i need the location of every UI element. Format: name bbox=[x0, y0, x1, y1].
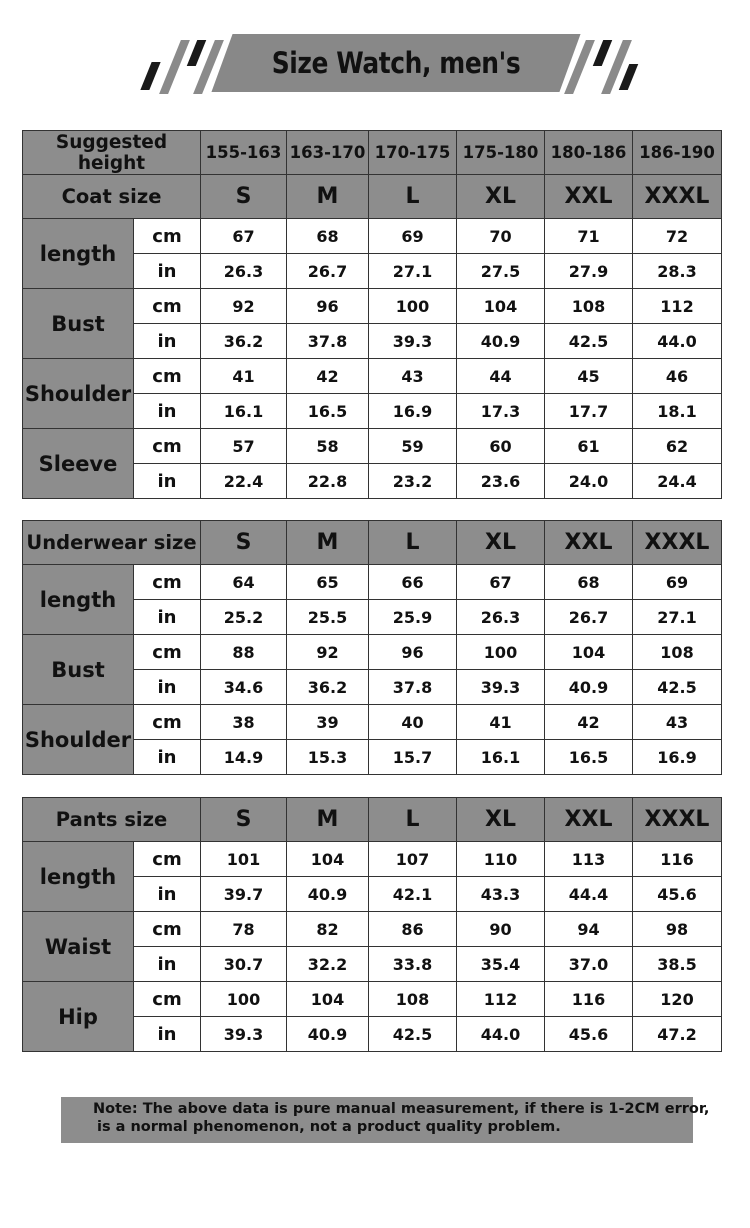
unit-in: in bbox=[134, 324, 201, 359]
value-cell: 14.9 bbox=[201, 740, 287, 775]
unit-cm: cm bbox=[134, 429, 201, 464]
value-cell: 16.9 bbox=[369, 394, 457, 429]
value-cell: 116 bbox=[545, 982, 633, 1017]
value-cell: 58 bbox=[287, 429, 369, 464]
value-cell: 24.0 bbox=[545, 464, 633, 499]
value-cell: 94 bbox=[545, 912, 633, 947]
value-cell: 15.7 bbox=[369, 740, 457, 775]
value-cell: 27.1 bbox=[369, 254, 457, 289]
value-cell: 101 bbox=[201, 842, 287, 877]
unit-cm: cm bbox=[134, 982, 201, 1017]
unit-cm: cm bbox=[134, 842, 201, 877]
value-cell: 39 bbox=[287, 705, 369, 740]
size-label: S bbox=[201, 521, 287, 565]
measure-label: Bust bbox=[23, 635, 134, 705]
value-cell: 25.2 bbox=[201, 600, 287, 635]
size-label: M bbox=[287, 175, 369, 219]
suggested-height-label: Suggested height bbox=[23, 131, 201, 175]
unit-in: in bbox=[134, 464, 201, 499]
value-cell: 39.3 bbox=[369, 324, 457, 359]
size-label: M bbox=[287, 798, 369, 842]
coat-size-header-row bbox=[23, 175, 722, 219]
value-cell: 24.4 bbox=[633, 464, 722, 499]
height-range: 155-163 bbox=[201, 131, 287, 175]
value-cell: 45 bbox=[545, 359, 633, 394]
measure-label: Shoulder bbox=[23, 359, 134, 429]
size-label: L bbox=[369, 521, 457, 565]
value-cell: 27.5 bbox=[457, 254, 545, 289]
value-cell: 37.0 bbox=[545, 947, 633, 982]
value-cell: 36.2 bbox=[201, 324, 287, 359]
value-cell: 92 bbox=[201, 289, 287, 324]
value-cell: 90 bbox=[457, 912, 545, 947]
value-cell: 15.3 bbox=[287, 740, 369, 775]
value-cell: 37.8 bbox=[287, 324, 369, 359]
value-cell: 26.7 bbox=[545, 600, 633, 635]
value-cell: 42.5 bbox=[633, 670, 722, 705]
note-line-1: Note: The above data is pure manual measurement, if there is 1-2CM error, bbox=[93, 1101, 710, 1117]
size-label: S bbox=[201, 798, 287, 842]
value-cell: 43.3 bbox=[457, 877, 545, 912]
value-cell: 22.4 bbox=[201, 464, 287, 499]
value-cell: 107 bbox=[369, 842, 457, 877]
value-cell: 27.9 bbox=[545, 254, 633, 289]
unit-cm: cm bbox=[134, 635, 201, 670]
coat-size-label: Coat size bbox=[23, 175, 201, 219]
value-cell: 66 bbox=[369, 565, 457, 600]
value-cell: 36.2 bbox=[287, 670, 369, 705]
measure-label: Waist bbox=[23, 912, 134, 982]
value-cell: 44 bbox=[457, 359, 545, 394]
measure-label: length bbox=[23, 219, 134, 289]
value-cell: 67 bbox=[457, 565, 545, 600]
table-row bbox=[23, 565, 722, 600]
value-cell: 61 bbox=[545, 429, 633, 464]
size-label: XXXL bbox=[633, 521, 722, 565]
measurement-note bbox=[61, 1097, 710, 1143]
table-row bbox=[23, 842, 722, 877]
value-cell: 26.3 bbox=[457, 600, 545, 635]
value-cell: 86 bbox=[369, 912, 457, 947]
size-label: XXXL bbox=[633, 798, 722, 842]
unit-in: in bbox=[134, 947, 201, 982]
value-cell: 41 bbox=[201, 359, 287, 394]
height-range: 163-170 bbox=[287, 131, 369, 175]
table-row bbox=[23, 912, 722, 947]
value-cell: 112 bbox=[633, 289, 722, 324]
value-cell: 59 bbox=[369, 429, 457, 464]
size-label: S bbox=[201, 175, 287, 219]
value-cell: 37.8 bbox=[369, 670, 457, 705]
value-cell: 40.9 bbox=[287, 1017, 369, 1052]
right-stripe-decoration bbox=[619, 64, 639, 90]
size-label: XL bbox=[457, 521, 545, 565]
value-cell: 28.3 bbox=[633, 254, 722, 289]
value-cell: 26.7 bbox=[287, 254, 369, 289]
underwear-size-header-row bbox=[23, 521, 722, 565]
unit-cm: cm bbox=[134, 705, 201, 740]
measure-label: Hip bbox=[23, 982, 134, 1052]
underwear-size-label: Underwear size bbox=[23, 521, 201, 565]
unit-in: in bbox=[134, 394, 201, 429]
pants-size-table bbox=[22, 797, 722, 1052]
value-cell: 17.3 bbox=[457, 394, 545, 429]
value-cell: 112 bbox=[457, 982, 545, 1017]
value-cell: 69 bbox=[369, 219, 457, 254]
unit-cm: cm bbox=[134, 359, 201, 394]
value-cell: 38.5 bbox=[633, 947, 722, 982]
value-cell: 104 bbox=[545, 635, 633, 670]
value-cell: 44.4 bbox=[545, 877, 633, 912]
size-label: XXL bbox=[545, 521, 633, 565]
value-cell: 71 bbox=[545, 219, 633, 254]
value-cell: 88 bbox=[201, 635, 287, 670]
measure-label: Sleeve bbox=[23, 429, 134, 499]
value-cell: 43 bbox=[633, 705, 722, 740]
unit-in: in bbox=[134, 877, 201, 912]
height-range: 186-190 bbox=[633, 131, 722, 175]
value-cell: 104 bbox=[287, 842, 369, 877]
value-cell: 41 bbox=[457, 705, 545, 740]
pants-size-header-row bbox=[23, 798, 722, 842]
value-cell: 69 bbox=[633, 565, 722, 600]
value-cell: 44.0 bbox=[457, 1017, 545, 1052]
value-cell: 68 bbox=[287, 219, 369, 254]
value-cell: 17.7 bbox=[545, 394, 633, 429]
value-cell: 100 bbox=[201, 982, 287, 1017]
left-stripe-decoration bbox=[187, 40, 207, 66]
right-stripe-decoration bbox=[593, 40, 613, 66]
value-cell: 65 bbox=[287, 565, 369, 600]
left-stripe-decoration bbox=[140, 62, 160, 90]
table-row bbox=[23, 289, 722, 324]
value-cell: 30.7 bbox=[201, 947, 287, 982]
value-cell: 18.1 bbox=[633, 394, 722, 429]
table-row bbox=[23, 359, 722, 394]
unit-in: in bbox=[134, 600, 201, 635]
value-cell: 16.1 bbox=[201, 394, 287, 429]
value-cell: 27.1 bbox=[633, 600, 722, 635]
value-cell: 42.5 bbox=[545, 324, 633, 359]
value-cell: 38 bbox=[201, 705, 287, 740]
value-cell: 60 bbox=[457, 429, 545, 464]
value-cell: 32.2 bbox=[287, 947, 369, 982]
value-cell: 16.5 bbox=[287, 394, 369, 429]
value-cell: 100 bbox=[457, 635, 545, 670]
value-cell: 78 bbox=[201, 912, 287, 947]
value-cell: 67 bbox=[201, 219, 287, 254]
value-cell: 25.9 bbox=[369, 600, 457, 635]
unit-in: in bbox=[134, 1017, 201, 1052]
value-cell: 104 bbox=[287, 982, 369, 1017]
underwear-size-table bbox=[22, 520, 722, 775]
table-row bbox=[23, 982, 722, 1017]
value-cell: 45.6 bbox=[633, 877, 722, 912]
value-cell: 43 bbox=[369, 359, 457, 394]
value-cell: 82 bbox=[287, 912, 369, 947]
size-label: XXL bbox=[545, 798, 633, 842]
note-line-2: is a normal phenomenon, not a product quality problem. bbox=[97, 1119, 561, 1135]
value-cell: 22.8 bbox=[287, 464, 369, 499]
value-cell: 40 bbox=[369, 705, 457, 740]
value-cell: 108 bbox=[633, 635, 722, 670]
size-label: XL bbox=[457, 175, 545, 219]
value-cell: 113 bbox=[545, 842, 633, 877]
table-row bbox=[23, 635, 722, 670]
value-cell: 42 bbox=[545, 705, 633, 740]
table-row bbox=[23, 705, 722, 740]
value-cell: 25.5 bbox=[287, 600, 369, 635]
value-cell: 39.7 bbox=[201, 877, 287, 912]
value-cell: 42.5 bbox=[369, 1017, 457, 1052]
size-label: L bbox=[369, 175, 457, 219]
value-cell: 70 bbox=[457, 219, 545, 254]
measure-label: length bbox=[23, 565, 134, 635]
unit-cm: cm bbox=[134, 289, 201, 324]
measure-label: Shoulder bbox=[23, 705, 134, 775]
value-cell: 96 bbox=[369, 635, 457, 670]
value-cell: 42 bbox=[287, 359, 369, 394]
height-range: 180-186 bbox=[545, 131, 633, 175]
value-cell: 39.3 bbox=[201, 1017, 287, 1052]
page-header bbox=[0, 0, 750, 110]
value-cell: 42.1 bbox=[369, 877, 457, 912]
unit-cm: cm bbox=[134, 219, 201, 254]
unit-cm: cm bbox=[134, 565, 201, 600]
value-cell: 16.5 bbox=[545, 740, 633, 775]
value-cell: 23.2 bbox=[369, 464, 457, 499]
value-cell: 40.9 bbox=[457, 324, 545, 359]
size-label: XL bbox=[457, 798, 545, 842]
value-cell: 40.9 bbox=[545, 670, 633, 705]
unit-in: in bbox=[134, 670, 201, 705]
unit-in: in bbox=[134, 254, 201, 289]
value-cell: 62 bbox=[633, 429, 722, 464]
value-cell: 72 bbox=[633, 219, 722, 254]
value-cell: 96 bbox=[287, 289, 369, 324]
size-label: L bbox=[369, 798, 457, 842]
value-cell: 64 bbox=[201, 565, 287, 600]
value-cell: 39.3 bbox=[457, 670, 545, 705]
value-cell: 16.9 bbox=[633, 740, 722, 775]
value-cell: 40.9 bbox=[287, 877, 369, 912]
coat-size-table bbox=[22, 130, 722, 499]
measure-label: Bust bbox=[23, 289, 134, 359]
value-cell: 98 bbox=[633, 912, 722, 947]
value-cell: 16.1 bbox=[457, 740, 545, 775]
value-cell: 35.4 bbox=[457, 947, 545, 982]
value-cell: 68 bbox=[545, 565, 633, 600]
left-stripe-decoration bbox=[159, 40, 190, 94]
size-label: M bbox=[287, 521, 369, 565]
measure-label: length bbox=[23, 842, 134, 912]
size-label: XXXL bbox=[633, 175, 722, 219]
value-cell: 120 bbox=[633, 982, 722, 1017]
value-cell: 45.6 bbox=[545, 1017, 633, 1052]
unit-in: in bbox=[134, 740, 201, 775]
value-cell: 46 bbox=[633, 359, 722, 394]
value-cell: 44.0 bbox=[633, 324, 722, 359]
page-title: Size Watch, men's bbox=[271, 46, 521, 80]
suggested-height-row bbox=[23, 131, 722, 175]
value-cell: 108 bbox=[545, 289, 633, 324]
value-cell: 104 bbox=[457, 289, 545, 324]
value-cell: 116 bbox=[633, 842, 722, 877]
value-cell: 100 bbox=[369, 289, 457, 324]
value-cell: 110 bbox=[457, 842, 545, 877]
value-cell: 26.3 bbox=[201, 254, 287, 289]
value-cell: 47.2 bbox=[633, 1017, 722, 1052]
value-cell: 33.8 bbox=[369, 947, 457, 982]
pants-size-label: Pants size bbox=[23, 798, 201, 842]
value-cell: 23.6 bbox=[457, 464, 545, 499]
height-range: 175-180 bbox=[457, 131, 545, 175]
size-label: XXL bbox=[545, 175, 633, 219]
unit-cm: cm bbox=[134, 912, 201, 947]
value-cell: 57 bbox=[201, 429, 287, 464]
table-row bbox=[23, 219, 722, 254]
height-range: 170-175 bbox=[369, 131, 457, 175]
value-cell: 92 bbox=[287, 635, 369, 670]
value-cell: 108 bbox=[369, 982, 457, 1017]
value-cell: 34.6 bbox=[201, 670, 287, 705]
table-row bbox=[23, 429, 722, 464]
